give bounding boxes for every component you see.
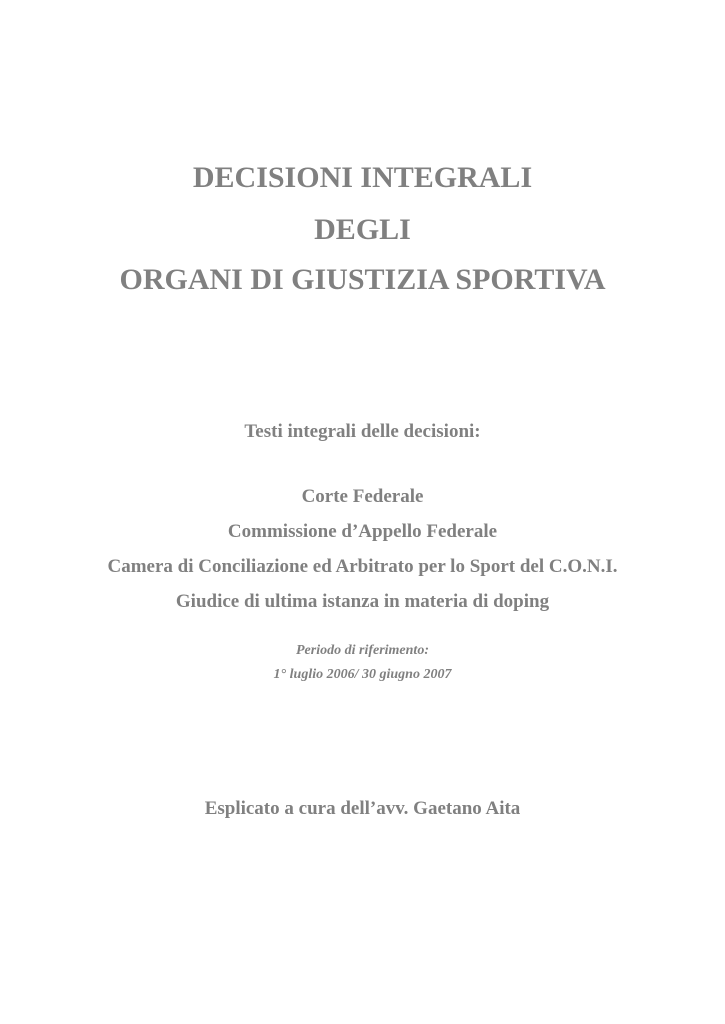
- intro-heading: Testi integrali delle decisioni:: [244, 421, 481, 442]
- organ-item: Giudice di ultima istanza in materia di doping: [175, 591, 550, 612]
- period-label: Periodo di riferimento:: [296, 643, 429, 658]
- title-line-1: DECISIONI INTEGRALI: [192, 161, 533, 194]
- organ-item: Corte Federale: [301, 486, 424, 507]
- period-range: 1° luglio 2006/ 30 giugno 2007: [273, 667, 452, 682]
- organ-item: Commissione d’Appello Federale: [227, 521, 498, 542]
- title-line-3: ORGANI DI GIUSTIZIA SPORTIVA: [119, 263, 606, 296]
- author-credit: Esplicato a cura dell’avv. Gaetano Aita: [204, 798, 521, 819]
- title-line-2: DEGLI: [314, 213, 411, 246]
- organ-item: Camera di Conciliazione ed Arbitrato per lo Sport del C.O.N.I.: [107, 556, 618, 577]
